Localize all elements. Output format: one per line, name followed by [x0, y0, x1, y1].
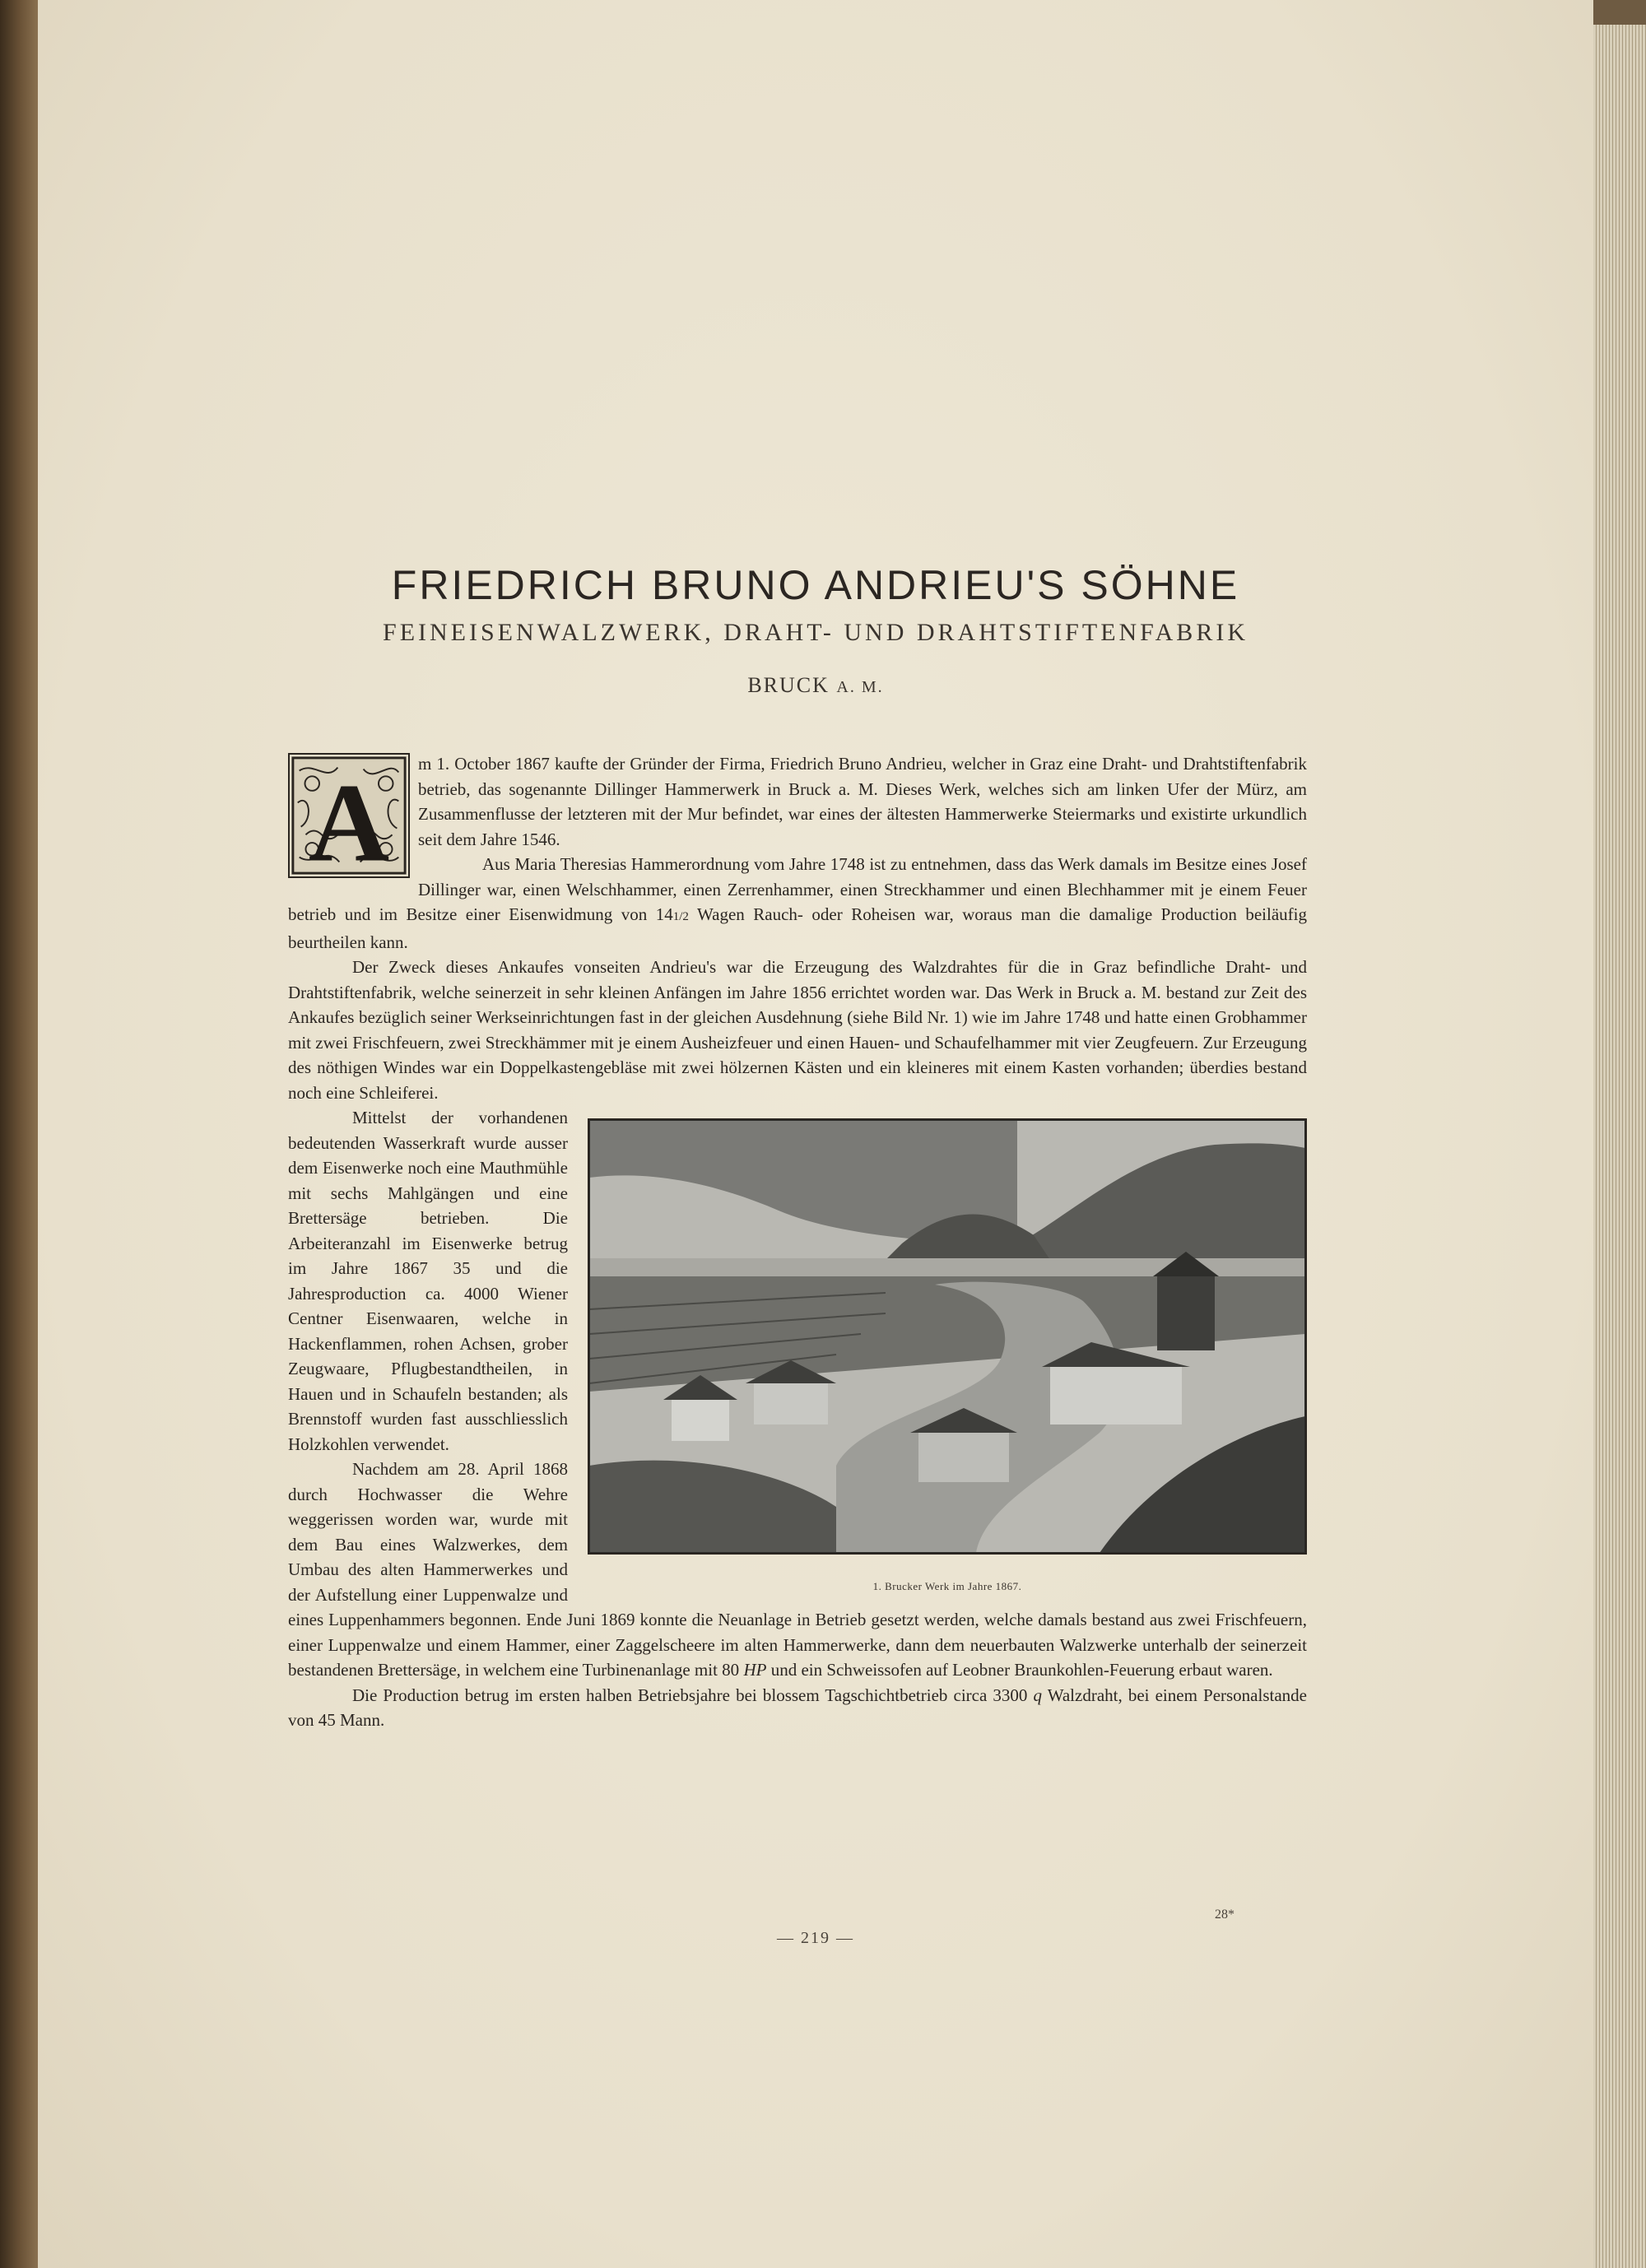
paragraph-6-part-b: Walzdraht, bei einem Personalstande von 45 Mann.: [288, 1685, 1307, 1730]
paragraph-2: [288, 852, 1307, 955]
ornamental-initial-icon: [288, 753, 410, 878]
paragraph-2-fraction: 1/2: [672, 910, 689, 923]
paragraph-6-q: q: [1033, 1685, 1042, 1705]
page-subtitle: FEINEISENWALZWERK, DRAHT- UND DRAHTSTIFTENFABRIK: [383, 619, 1248, 646]
paragraph-6-part-a: Die Production betrug im ersten halben Betriebsjahre bei blossem Tagschichtbetrieb circa 3300: [352, 1685, 1034, 1705]
paragraph-2-part-a: Aus Maria Theresias Hammerordnung vom Jahre 1748 ist zu entnehmen, dass das Werk damals im Besitze eines Josef Dillinger war, einen Welschhammer, einen Zerrenhammer, einen Streckhammer und einen Blechhammer mit je einem Feuer betrieb und im Besitze einer Eisenwidmung von 14: [288, 854, 1307, 924]
page-edge-top: [1593, 0, 1646, 25]
initial-letter: A: [308, 761, 390, 876]
paragraph-6: [288, 1683, 1307, 1733]
location-line: [38, 673, 1593, 698]
paragraph-2-part-b: Wagen Rauch- oder Roheisen war, woraus man die damalige Production beiläufig beurtheilen kann.: [288, 904, 1307, 952]
book-spine: [0, 0, 38, 2268]
figure-caption: 1. Brucker Werk im Jahre 1867.: [872, 1580, 1022, 1592]
paragraph-5-part-a: Nachdem am 28. April 1868 durch Hochwasser die Wehre weggerissen worden war, wurde mit dem Bau eines Walzwerkes, dem Umbau des alten Hammerwerkes und der Aufstellung einer Luppenwalze und eines Luppenhammers begonnen. Ende Juni 1869 konnte die Neuanlage in Betrieb gesetzt werden, welche damals bestand aus zwei Frischfeuern, einer Luppenwalze und einem Hammer, einer Zaggelscheere im alten Hammerwerke, dann dem neuerbauten Walzwerke unterhalb der seinerzeit bestandenen Brettersäge, in welchem eine Turbinenanlage mit 80: [288, 1459, 1307, 1680]
paragraph-1: m 1. October 1867 kaufte der Gründer der Firma, Friedrich Bruno Andrieu, welcher in Graz eine Draht- und Drahtstiftenfabrik betrieb, das sogenannte Dillinger Hammerwerk in Bruck a. M. Dieses Werk, welches sich am linken Ufer der Mürz, am Zusammenflusse der letzteren mit der Mur befindet, war eines der ältesten Hammerwerke Steiermarks und existirte urkundlich seit dem Jahre 1546.: [418, 754, 1307, 849]
stacked-page-edges: [1593, 25, 1646, 2268]
signature-mark: 28*: [1215, 1908, 1234, 1922]
paragraph-4: Mittelst der vorhandenen bedeutenden Wasserkraft wurde ausser dem Eisenwerke noch eine Mauthmühle mit sechs Mahlgängen und eine Brettersäge betrieben. Die Arbeiteranzahl im Eisenwerke betrug im Jahre 1867 35 und die Jahresproduction ca. 4000 Wiener Centner Eisenwaaren, welche in Hackenflammen, rohen Achsen, grober Zeugwaare, Pflugbestandtheilen, in Hauen und in Schaufeln bestanden; als Brennstoff wurden fast ausschliesslich Holzkohlen verwendet.: [288, 1108, 568, 1454]
location-main: BRUCK: [747, 673, 830, 697]
page-number: — 219 —: [777, 1929, 854, 1947]
paragraph-5-hp: HP: [743, 1660, 767, 1680]
paragraph-3: Der Zweck dieses Ankaufes vonseiten Andrieu's war die Erzeugung des Walzdrahtes für die in Graz befindliche Draht- und Drahtstiftenfabrik, welche seinerzeit in sehr kleinen Anfängen im Jahre 1856 errichtet worden war. Das Werk in Bruck a. M. bestand zur Zeit des Ankaufes bezüglich seiner Werkseinrichtungen fast in der gleichen Ausdehnung (siehe Bild Nr. 1) wie im Jahre 1748 und hatte einen Grobhammer mit zwei Frischfeuern, zwei Streckhämmer mit je einem Ausheizfeuer und einen Hauen- und Schaufelhammer mit vier Zeugfeuern. Zur Erzeugung des nöthigen Windes war ein Doppelkastengebläse mit zwei hölzernen Kästen und ein kleineres mit einem Kasten vorhanden; überdies bestand noch eine Schleiferei.: [288, 957, 1307, 1103]
location-suffix: A. M.: [836, 678, 884, 696]
page-title: FRIEDRICH BRUNO ANDRIEU'S SÖHNE: [391, 562, 1240, 608]
figure-1: [588, 1118, 1307, 1600]
figure-photo: [588, 1118, 1307, 1555]
article-body: [288, 751, 1307, 1733]
paragraph-5-part-b: und ein Schweissofen auf Leobner Braunkohlen-Feuerung erbaut waren.: [766, 1660, 1273, 1680]
